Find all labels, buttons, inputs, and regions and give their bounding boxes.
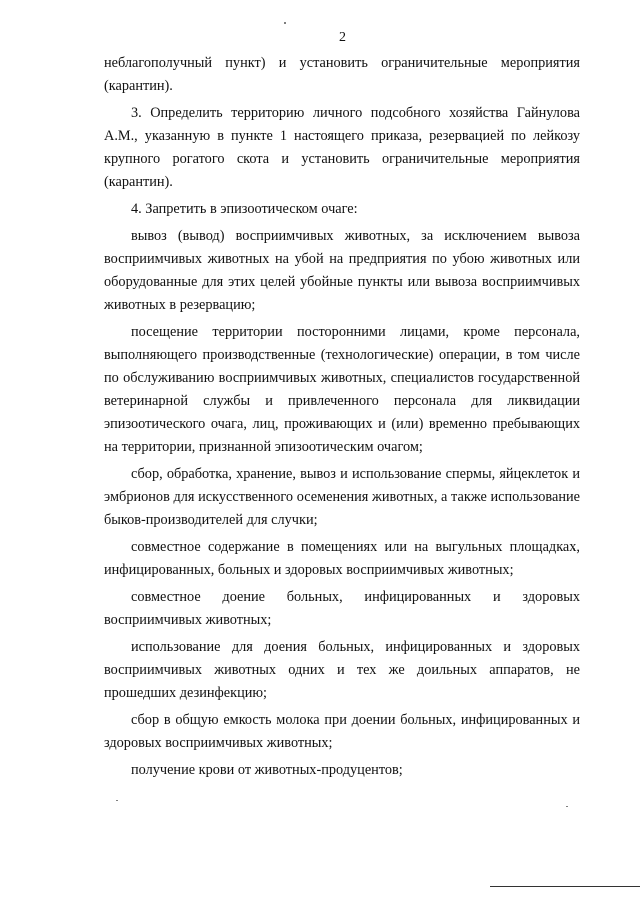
paragraph-prohibition-sperm: сбор, обработка, хранение, вывоз и использование спермы, яйцеклеток и эмбрионов для искусственного осеменения животных, а также использование быков-производителей для случки; bbox=[104, 466, 580, 528]
page-number: 2 bbox=[339, 30, 346, 45]
paragraph-prohibition-blood: получение крови от животных-продуцентов; bbox=[131, 762, 403, 778]
document-body bbox=[104, 52, 580, 782]
scan-speck bbox=[116, 800, 118, 801]
paragraph-prohibition-milk-collection: сбор в общую емкость молока при доении больных, инфицированных и здоровых восприимчивых животных; bbox=[104, 712, 580, 751]
scan-speck bbox=[284, 22, 286, 24]
paragraph-item-3: 3. Определить территорию личного подсобного хозяйства Гайнулова А.М., указанную в пункте 1 настоящего приказа, резервацией по лейкозу крупного рогатого скота и установить ограничительные мероприятия (карантин). bbox=[104, 105, 580, 190]
scan-edge-line bbox=[490, 886, 640, 887]
paragraph-prohibition-export: вывоз (вывод) восприимчивых животных, за исключением вывоза восприимчивых животных на убой на предприятия по убою животных или оборудованные для этих целей убойные пункты или вывоза восприимчивых животных в резервацию; bbox=[104, 228, 580, 313]
scan-speck bbox=[566, 806, 568, 807]
paragraph-prohibition-joint-milking: совместное доение больных, инфицированных и здоровых восприимчивых животных; bbox=[104, 589, 580, 628]
paragraph-prohibition-milking-machines: использование для доения больных, инфицированных и здоровых восприимчивых животных одних и тех же доильных аппаратов, не прошедших дезинфекцию; bbox=[104, 639, 580, 701]
paragraph-prohibition-visits: посещение территории посторонними лицами, кроме персонала, выполняющего производственные (технологические) операции, в том числе по обслуживанию восприимчивых животных, специалистов государственной ветеринарной службы и привлеченного персонала для ликвидации эпизоотического очага, лиц, проживающих и (или) временно пребывающих на территории, признанной эпизоотическим очагом; bbox=[104, 324, 580, 455]
paragraph-prohibition-joint-keeping: совместное содержание в помещениях или на выгульных площадках, инфицированных, больных и здоровых восприимчивых животных; bbox=[104, 539, 580, 578]
paragraph-continuation: неблагополучный пункт) и установить ограничительные мероприятия (карантин). bbox=[104, 55, 580, 94]
paragraph-item-4: 4. Запретить в эпизоотическом очаге: bbox=[131, 201, 358, 217]
